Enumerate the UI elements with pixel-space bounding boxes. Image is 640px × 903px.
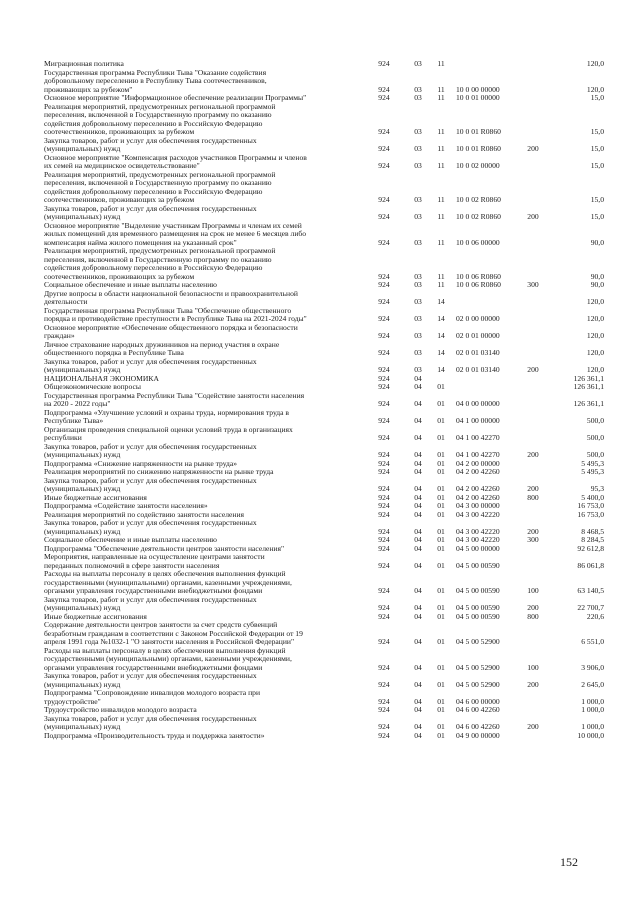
item-name: Закупка товаров, работ и услуг для обеспечения государственных (муниципальных) нужд	[44, 203, 257, 221]
amount: 1 000,0	[581, 696, 604, 706]
target-article-code: 04 6 00 00000	[456, 696, 500, 706]
ministry-code: 924	[378, 373, 390, 383]
item-name: Подпрограмма «Улучшение условий и охраны труда, нормирования труда в Республике Тыва»	[44, 407, 289, 425]
section-code: 04	[414, 526, 422, 536]
item-name: Социальное обеспечение и иные выплаты населению	[44, 280, 217, 289]
subsection-code: 11	[437, 84, 445, 94]
amount: 500,0	[586, 416, 604, 425]
target-article-code: 04 5 00 00590	[456, 560, 500, 570]
subsection-code: 01	[437, 662, 445, 672]
ministry-code: 924	[378, 679, 390, 689]
target-article-code: 10 0 06 R0860	[456, 271, 501, 281]
subsection-code: 01	[437, 492, 445, 502]
ministry-code: 924	[378, 297, 390, 306]
amount: 126 361,1	[573, 373, 604, 383]
item-name: Содержание деятельности центров занятости за счет средств субвенций безработным гражданам в соответствии с Законом Российской Федерации от 19 апреля 1991 года №1032-1 "О занятости населения в Российской Федерации"	[44, 620, 303, 646]
item-name: Закупка товаров, работ и услуг для обеспечения государственных (муниципальных) нужд	[44, 713, 257, 731]
amount: 10 000,0	[577, 730, 604, 740]
ministry-code: 924	[378, 416, 390, 425]
ministry-code: 924	[378, 662, 390, 672]
amount: 1 000,0	[581, 705, 604, 714]
target-article-code: 04 2 00 42260	[456, 467, 500, 476]
expense-type-code: 200	[527, 484, 539, 493]
item-name: Основное мероприятие "Информационное обеспечение реализации Программы"	[44, 93, 307, 102]
target-article-code: 02 0 01 03140	[456, 348, 500, 357]
subsection-code: 01	[437, 416, 445, 425]
amount: 15,0	[590, 144, 604, 153]
ministry-code: 924	[378, 144, 390, 153]
table-row	[44, 570, 604, 596]
target-article-code: 10 0 01 00000	[456, 93, 500, 102]
item-name: Реализация мероприятий, предусмотренных региональной программой переселения, включенной в Государственную программу по оказанию содействия добровольному переселению в Российскую Федерацию соотечественников, проживающих за рубежом	[44, 246, 276, 281]
item-name: Реализация мероприятий по снижению напряженности на рынке труда	[44, 467, 274, 476]
section-code: 04	[414, 509, 422, 519]
section-code: 03	[414, 365, 422, 374]
ministry-code: 924	[378, 722, 390, 731]
subsection-code: 14	[437, 348, 445, 357]
ministry-code: 924	[378, 696, 390, 706]
ministry-code: 924	[378, 450, 390, 459]
item-name: Закупка товаров, работ и услуг для обеспечения государственных (муниципальных) нужд	[44, 518, 257, 536]
ministry-code: 924	[378, 467, 390, 476]
ministry-code: 924	[378, 93, 390, 102]
section-code: 03	[414, 297, 422, 306]
item-name: Трудоустройство инвалидов молодого возраста	[44, 705, 197, 714]
amount: 22 700,7	[577, 603, 604, 612]
target-article-code: 04 5 00 00590	[456, 611, 500, 621]
target-article-code: 10 0 01 R0860	[456, 127, 501, 136]
item-name: Общеэкономические вопросы	[44, 382, 141, 391]
subsection-code: 01	[437, 484, 445, 493]
item-name: Социальное обеспечение и иные выплаты населению	[44, 535, 217, 544]
ministry-code: 924	[378, 705, 390, 714]
ministry-code: 924	[378, 161, 390, 170]
section-code: 03	[414, 195, 422, 204]
subsection-code: 11	[437, 271, 445, 281]
subsection-code: 11	[437, 127, 445, 136]
ministry-code: 924	[378, 271, 390, 281]
ministry-code: 924	[378, 59, 390, 68]
subsection-code: 01	[437, 586, 445, 595]
section-code: 03	[414, 237, 422, 247]
subsection-code: 11	[437, 280, 445, 289]
subsection-code: 01	[437, 399, 445, 408]
expense-type-code: 100	[527, 662, 539, 672]
budget-table	[44, 60, 604, 740]
item-name: Подпрограмма «Производительность труда и поддержка занятости»	[44, 730, 265, 740]
section-code: 03	[414, 314, 422, 323]
section-code: 04	[414, 484, 422, 493]
item-name: Иные бюджетные ассигнования	[44, 492, 147, 502]
section-code: 04	[414, 450, 422, 459]
item-name: Расходы на выплаты персоналу в целях обеспечения выполнения функций государственными (муниципальными) органами, казенными учреждениями, органами управления государственными внебюджетными фондами	[44, 645, 292, 672]
item-name: Закупка товаров, работ и услуг для обеспечения государственных (муниципальных) нужд	[44, 356, 257, 374]
item-name: Иные бюджетные ассигнования	[44, 611, 147, 621]
item-name: Подпрограмма «Снижение напряженности на рынке труда»	[44, 458, 238, 468]
section-code: 03	[414, 212, 422, 221]
amount: 15,0	[590, 195, 604, 204]
target-article-code: 04 3 00 42220	[456, 509, 500, 519]
amount: 15,0	[590, 127, 604, 136]
item-name: Подпрограмма "Обеспечение деятельности центров занятости населения"	[44, 543, 285, 553]
subsection-code: 11	[437, 59, 445, 68]
target-article-code: 04 5 00 00590	[456, 586, 500, 595]
table-row	[44, 307, 604, 324]
subsection-code: 01	[437, 509, 445, 519]
target-article-code: 04 9 00 00000	[456, 730, 500, 740]
amount: 90,0	[590, 280, 604, 289]
ministry-code: 924	[378, 603, 390, 612]
table-row	[44, 409, 604, 426]
ministry-code: 924	[378, 331, 390, 340]
subsection-code: 01	[437, 560, 445, 570]
section-code: 04	[414, 696, 422, 706]
ministry-code: 924	[378, 611, 390, 621]
amount: 120,0	[586, 59, 604, 68]
target-article-code: 04 2 00 00000	[456, 458, 500, 468]
subsection-code: 01	[437, 458, 445, 468]
subsection-code: 01	[437, 611, 445, 621]
ministry-code: 924	[378, 501, 390, 510]
subsection-code: 01	[437, 526, 445, 536]
table-row	[44, 689, 604, 706]
target-article-code: 04 1 00 00000	[456, 416, 500, 425]
target-article-code: 10 0 06 R0860	[456, 280, 501, 289]
amount: 6 551,0	[581, 637, 604, 646]
table-row	[44, 553, 604, 570]
subsection-code: 01	[437, 705, 445, 714]
item-name: Закупка товаров, работ и услуг для обеспечения государственных (муниципальных) нужд	[44, 594, 257, 612]
amount: 5 495,3	[581, 467, 604, 476]
ministry-code: 924	[378, 348, 390, 357]
subsection-code: 01	[437, 603, 445, 612]
amount: 1 000,0	[581, 722, 604, 731]
target-article-code: 04 0 00 00000	[456, 399, 500, 408]
amount: 120,0	[586, 365, 604, 374]
subsection-code: 11	[437, 144, 445, 153]
expense-type-code: 200	[527, 450, 539, 459]
section-code: 04	[414, 399, 422, 408]
subsection-code: 14	[437, 297, 445, 306]
target-article-code: 04 6 00 42260	[456, 705, 500, 714]
amount: 120,0	[586, 84, 604, 94]
ministry-code: 924	[378, 484, 390, 493]
table-row	[44, 137, 604, 154]
target-article-code: 04 5 00 00000	[456, 543, 500, 553]
item-name: Основное мероприятие "Компенсация расходов участников Программы и членов их семей на медицинское освидетельствование"	[44, 152, 307, 170]
subsection-code: 11	[437, 161, 445, 170]
section-code: 04	[414, 679, 422, 689]
page-number: 152	[560, 855, 578, 869]
section-code: 04	[414, 560, 422, 570]
section-code: 04	[414, 543, 422, 553]
section-code: 04	[414, 416, 422, 425]
ministry-code: 924	[378, 543, 390, 553]
section-code: 03	[414, 84, 422, 94]
item-name: Личное страхование народных дружинников на период участия в охране общественного порядка в Республике Тыва	[44, 339, 280, 357]
item-name: Мероприятия, направленные на осуществление центрами занятости переданных полномочий в сфере занятости населения	[44, 552, 265, 570]
target-article-code: 04 5 00 52900	[456, 637, 500, 646]
target-article-code: 10 0 01 R0860	[456, 144, 501, 153]
section-code: 03	[414, 59, 422, 68]
section-code: 04	[414, 637, 422, 646]
target-article-code: 04 3 00 00000	[456, 501, 500, 510]
table-row	[44, 247, 604, 281]
target-article-code: 10 0 02 R0860	[456, 195, 501, 204]
table-row	[44, 290, 604, 307]
section-code: 03	[414, 127, 422, 136]
target-article-code: 02 0 01 00000	[456, 331, 500, 340]
amount: 16 753,0	[577, 509, 604, 519]
subsection-code: 01	[437, 433, 445, 442]
target-article-code: 02 0 01 03140	[456, 365, 500, 374]
item-name: Организация проведения специальной оценки условий труда в организациях республики	[44, 424, 293, 442]
target-article-code: 10 0 02 00000	[456, 161, 500, 170]
target-article-code: 04 5 00 00590	[456, 603, 500, 612]
section-code: 03	[414, 93, 422, 102]
item-name: НАЦИОНАЛЬНАЯ ЭКОНОМИКА	[44, 373, 159, 383]
item-name: Реализация мероприятий по содействию занятости населения	[44, 509, 245, 519]
item-name: Реализация мероприятий, предусмотренных региональной программой переселения, включенной в Государственную программу по оказанию содействия добровольному переселению в Российскую Федерацию соотечественников, проживающих за рубежом	[44, 169, 276, 204]
item-name: Другие вопросы в области национальной безопасности и правоохранительной деятельности	[44, 288, 298, 306]
section-code: 03	[414, 331, 422, 340]
subsection-code: 01	[437, 382, 445, 391]
amount: 5 495,3	[581, 458, 604, 468]
amount: 86 061,8	[577, 560, 604, 570]
item-name: Миграционная политика	[44, 59, 124, 68]
item-name: Государственная программа Республики Тыва "Содействие занятости населения на 2020 - 2022 годы"	[44, 390, 305, 408]
item-name: Расходы на выплаты персоналу в целях обеспечения выполнения функций государственными (муниципальными) органами, казенными учреждениями, органами управления государственными внебюджетными фондами	[44, 569, 292, 595]
section-code: 04	[414, 603, 422, 612]
expense-type-code: 200	[527, 603, 539, 612]
section-code: 04	[414, 433, 422, 442]
amount: 8 284,5	[581, 535, 604, 544]
table-row	[44, 341, 604, 358]
table-row	[44, 69, 604, 95]
target-article-code: 04 5 00 52900	[456, 679, 500, 689]
amount: 120,0	[586, 314, 604, 323]
amount: 90,0	[590, 271, 604, 281]
table-row	[44, 205, 604, 222]
section-code: 04	[414, 382, 422, 391]
table-row	[44, 324, 604, 341]
table-row	[44, 621, 604, 647]
target-article-code: 10 0 06 00000	[456, 237, 500, 247]
amount: 220,6	[586, 611, 604, 621]
table-row	[44, 672, 604, 689]
ministry-code: 924	[378, 433, 390, 442]
target-article-code: 04 5 00 52900	[456, 662, 500, 672]
subsection-code: 11	[437, 195, 445, 204]
item-name: Закупка товаров, работ и услуг для обеспечения государственных (муниципальных) нужд	[44, 671, 257, 689]
ministry-code: 924	[378, 382, 390, 391]
table-row	[44, 647, 604, 673]
target-article-code: 02 0 00 00000	[456, 314, 500, 323]
table-row	[44, 171, 604, 205]
item-name: Основное мероприятие "Выделение участникам Программы и членам их семей жилых помещений для временного размещения на срок не менее 6 месяцев либо компенсация найма жилого помещения на указанный срок"	[44, 220, 307, 247]
expense-type-code: 200	[527, 144, 539, 153]
ministry-code: 924	[378, 560, 390, 570]
table-row	[44, 426, 604, 443]
amount: 3 906,0	[581, 662, 604, 672]
target-article-code: 04 3 00 42220	[456, 535, 500, 544]
subsection-code: 01	[437, 467, 445, 476]
ministry-code: 924	[378, 127, 390, 136]
item-name: Основное мероприятие «Обеспечение общественного порядка и безопасности граждан»	[44, 322, 298, 340]
section-code: 03	[414, 161, 422, 170]
table-row	[44, 443, 604, 460]
section-code: 04	[414, 586, 422, 595]
subsection-code: 11	[437, 93, 445, 102]
ministry-code: 924	[378, 730, 390, 740]
table-row	[44, 715, 604, 732]
subsection-code: 14	[437, 331, 445, 340]
section-code: 04	[414, 501, 422, 510]
item-name: Реализация мероприятий, предусмотренных региональной программой переселения, включенной в Государственную программу по оказанию содействия добровольному переселению в Российскую Федерацию соотечественников, проживающих за рубежом	[44, 101, 276, 136]
amount: 120,0	[586, 297, 604, 306]
ministry-code: 924	[378, 195, 390, 204]
target-article-code: 04 1 00 42270	[456, 433, 500, 442]
section-code: 03	[414, 348, 422, 357]
subsection-code: 01	[437, 679, 445, 689]
target-article-code: 04 1 00 42270	[456, 450, 500, 459]
ministry-code: 924	[378, 365, 390, 374]
table-row	[44, 222, 604, 248]
ministry-code: 924	[378, 535, 390, 544]
ministry-code: 924	[378, 526, 390, 536]
expense-type-code: 200	[527, 679, 539, 689]
target-article-code: 04 3 00 42220	[456, 526, 500, 536]
amount: 95,3	[590, 484, 604, 493]
table-row	[44, 103, 604, 137]
target-article-code: 04 2 00 42260	[456, 484, 500, 493]
section-code: 04	[414, 373, 422, 383]
section-code: 03	[414, 280, 422, 289]
expense-type-code: 200	[527, 526, 539, 536]
amount: 15,0	[590, 212, 604, 221]
amount: 90,0	[590, 237, 604, 247]
section-code: 04	[414, 535, 422, 544]
section-code: 04	[414, 467, 422, 476]
amount: 5 400,0	[581, 492, 604, 502]
expense-type-code: 300	[527, 535, 539, 544]
amount: 2 645,0	[581, 679, 604, 689]
amount: 120,0	[586, 331, 604, 340]
amount: 63 140,5	[577, 586, 604, 595]
expense-type-code: 200	[527, 212, 539, 221]
table-row	[44, 519, 604, 536]
item-name: Закупка товаров, работ и услуг для обеспечения государственных (муниципальных) нужд	[44, 441, 257, 459]
ministry-code: 924	[378, 509, 390, 519]
target-article-code: 04 6 00 42260	[456, 722, 500, 731]
expense-type-code: 100	[527, 586, 539, 595]
subsection-code: 01	[437, 722, 445, 731]
section-code: 04	[414, 705, 422, 714]
table-row	[44, 596, 604, 613]
ministry-code: 924	[378, 637, 390, 646]
table-row	[44, 392, 604, 409]
target-article-code: 10 0 00 00000	[456, 84, 500, 94]
amount: 500,0	[586, 450, 604, 459]
subsection-code: 01	[437, 696, 445, 706]
table-row	[44, 732, 604, 741]
ministry-code: 924	[378, 458, 390, 468]
table-row	[44, 477, 604, 494]
subsection-code: 11	[437, 212, 445, 221]
item-name: Закупка товаров, работ и услуг для обеспечения государственных (муниципальных) нужд	[44, 475, 257, 493]
subsection-code: 01	[437, 535, 445, 544]
ministry-code: 924	[378, 314, 390, 323]
section-code: 04	[414, 492, 422, 502]
amount: 8 468,5	[581, 526, 604, 536]
item-name: Подпрограмма «Содействие занятости населения»	[44, 501, 208, 510]
ministry-code: 924	[378, 492, 390, 502]
expense-type-code: 800	[527, 492, 539, 502]
section-code: 04	[414, 458, 422, 468]
section-code: 04	[414, 730, 422, 740]
ministry-code: 924	[378, 212, 390, 221]
target-article-code: 04 2 00 42260	[456, 492, 500, 502]
expense-type-code: 200	[527, 365, 539, 374]
item-name: Государственная программа Республики Тыва "Оказание содействия добровольному переселению в Республику Тыва соотечественников, проживающих за рубежом"	[44, 67, 267, 94]
section-code: 03	[414, 271, 422, 281]
section-code: 04	[414, 722, 422, 731]
amount: 15,0	[590, 93, 604, 102]
item-name: Закупка товаров, работ и услуг для обеспечения государственных (муниципальных) нужд	[44, 135, 257, 153]
amount: 126 361,1	[573, 399, 604, 408]
amount: 120,0	[586, 348, 604, 357]
item-name: Подпрограмма "Сопровождение инвалидов молодого возраста при трудоустройстве"	[44, 688, 261, 706]
table-row	[44, 358, 604, 375]
ministry-code: 924	[378, 399, 390, 408]
amount: 126 361,1	[573, 382, 604, 391]
table-row	[44, 154, 604, 171]
section-code: 03	[414, 144, 422, 153]
subsection-code: 14	[437, 314, 445, 323]
amount: 15,0	[590, 161, 604, 170]
ministry-code: 924	[378, 237, 390, 247]
amount: 500,0	[586, 433, 604, 442]
expense-type-code: 200	[527, 722, 539, 731]
subsection-code: 11	[437, 237, 445, 247]
amount: 92 612,8	[577, 543, 604, 553]
section-code: 04	[414, 662, 422, 672]
subsection-code: 01	[437, 450, 445, 459]
expense-type-code: 800	[527, 611, 539, 621]
subsection-code: 01	[437, 543, 445, 553]
expense-type-code: 300	[527, 280, 539, 289]
amount: 16 753,0	[577, 501, 604, 510]
ministry-code: 924	[378, 280, 390, 289]
subsection-code: 01	[437, 730, 445, 740]
subsection-code: 01	[437, 637, 445, 646]
subsection-code: 14	[437, 365, 445, 374]
ministry-code: 924	[378, 84, 390, 94]
ministry-code: 924	[378, 586, 390, 595]
target-article-code: 10 0 02 R0860	[456, 212, 501, 221]
subsection-code: 01	[437, 501, 445, 510]
section-code: 04	[414, 611, 422, 621]
item-name: Государственная программа Республики Тыва "Обеспечение общественного порядка и противодействие преступности в Республике Тыва на 2021-2024 годы"	[44, 305, 307, 323]
